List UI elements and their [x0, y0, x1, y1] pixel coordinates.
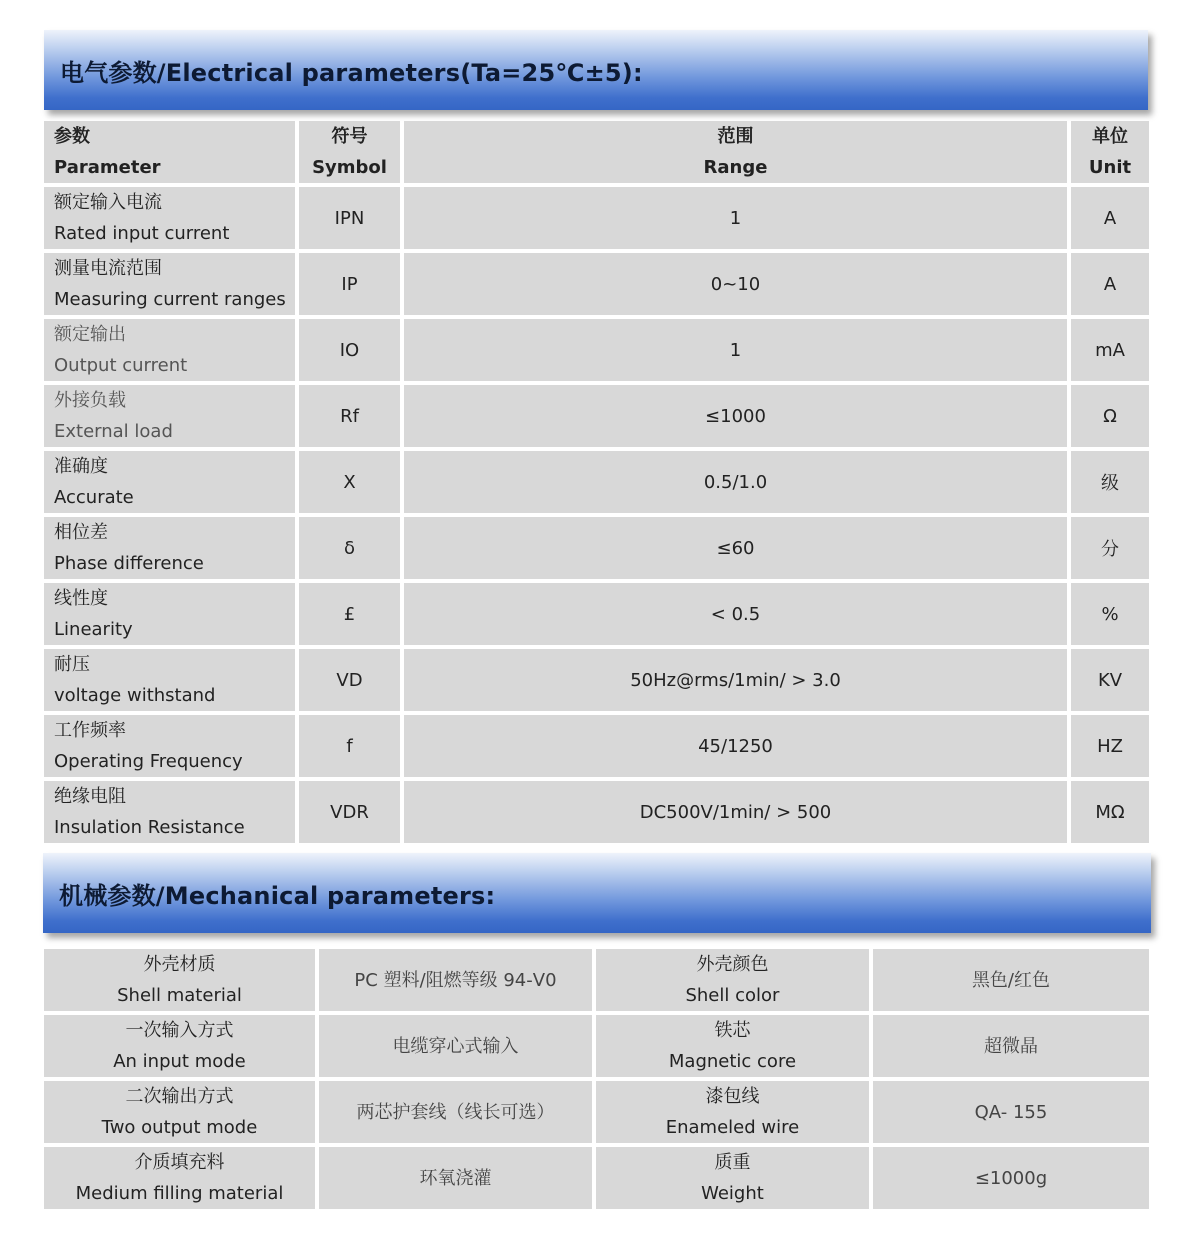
range-cell: 1 — [404, 187, 1067, 249]
param-name-zh: 耐压 — [54, 654, 90, 675]
mechanical-parameters-table — [40, 945, 1153, 1213]
param-name-en: Phase difference — [54, 553, 204, 574]
mech-value-cell: ≤1000g — [873, 1147, 1149, 1209]
mech-key-cell — [596, 1015, 869, 1077]
unit-cell: 分 — [1071, 517, 1149, 579]
symbol-cell: VD — [299, 649, 400, 711]
symbol-cell: IO — [299, 319, 400, 381]
param-name-zh: 线性度 — [54, 588, 108, 609]
param-name-zh: 额定输出 — [54, 324, 126, 345]
symbol-cell: δ — [299, 517, 400, 579]
mech-key-en: Weight — [701, 1183, 764, 1204]
mech-key-zh: 漆包线 — [705, 1086, 760, 1107]
mech-key-en: Enameled wire — [665, 1117, 800, 1138]
header-symbol-en: Symbol — [312, 157, 387, 178]
param-name-zh: 外接负载 — [54, 390, 126, 411]
header-range-zh: 范围 — [717, 126, 754, 147]
param-name-en: Operating Frequency — [54, 751, 243, 772]
range-cell: 50Hz@rms/1min/ > 3.0 — [404, 649, 1067, 711]
table-row — [44, 451, 1149, 513]
mech-key-cell — [44, 1015, 315, 1077]
param-name-zh: 绝缘电阻 — [54, 786, 126, 807]
mech-key-zh: 一次输入方式 — [125, 1020, 234, 1041]
mech-key-cell — [596, 949, 869, 1011]
unit-cell: 级 — [1071, 451, 1149, 513]
param-name-zh: 准确度 — [54, 456, 108, 477]
param-cell — [44, 649, 295, 711]
symbol-cell: X — [299, 451, 400, 513]
param-name-en: Insulation Resistance — [54, 817, 245, 838]
unit-cell: Ω — [1071, 385, 1149, 447]
header-parameter — [44, 121, 295, 183]
table-row — [44, 781, 1149, 843]
table-row — [44, 715, 1149, 777]
param-name-zh: 相位差 — [54, 522, 108, 543]
param-cell — [44, 385, 295, 447]
header-range — [404, 121, 1067, 183]
header-symbol-zh: 符号 — [331, 126, 368, 147]
param-name-en: Accurate — [54, 487, 134, 508]
param-name-zh: 额定输入电流 — [54, 192, 162, 213]
mech-key-cell — [596, 1081, 869, 1143]
param-name-en: Linearity — [54, 619, 133, 640]
mech-key-en: Shell color — [685, 985, 780, 1006]
table-row — [44, 949, 1149, 1011]
mechanical-section-banner — [43, 853, 1151, 933]
mech-value-cell: PC 塑料/阻燃等级 94-V0 — [319, 949, 592, 1011]
param-name-en: Measuring current ranges — [54, 289, 286, 310]
mech-value-cell: 环氧浇灌 — [319, 1147, 592, 1209]
unit-cell: KV — [1071, 649, 1149, 711]
range-cell: 0~10 — [404, 253, 1067, 315]
param-cell — [44, 781, 295, 843]
unit-cell: % — [1071, 583, 1149, 645]
unit-cell: A — [1071, 253, 1149, 315]
mech-key-zh: 质重 — [714, 1152, 751, 1173]
param-name-zh: 工作频率 — [54, 720, 126, 741]
mech-key-zh: 外壳颜色 — [696, 954, 769, 975]
param-cell — [44, 451, 295, 513]
symbol-cell: £ — [299, 583, 400, 645]
symbol-cell: Rf — [299, 385, 400, 447]
symbol-cell: f — [299, 715, 400, 777]
mech-value-cell: 黑色/红色 — [873, 949, 1149, 1011]
mech-value-cell: 电缆穿心式输入 — [319, 1015, 592, 1077]
electrical-parameters-table — [40, 117, 1153, 847]
param-cell — [44, 319, 295, 381]
header-parameter-zh: 参数 — [54, 126, 90, 147]
table-row — [44, 583, 1149, 645]
param-name-en: Rated input current — [54, 223, 230, 244]
header-range-en: Range — [703, 157, 768, 178]
electrical-section-banner — [44, 30, 1148, 110]
range-cell: < 0.5 — [404, 583, 1067, 645]
mech-key-cell — [596, 1147, 869, 1209]
range-cell: ≤1000 — [404, 385, 1067, 447]
unit-cell: HZ — [1071, 715, 1149, 777]
electrical-section-title: 电气参数/Electrical parameters(Ta=25℃±5): — [60, 58, 643, 87]
range-cell: 1 — [404, 319, 1067, 381]
param-cell — [44, 517, 295, 579]
table-row — [44, 517, 1149, 579]
range-cell: 45/1250 — [404, 715, 1067, 777]
header-unit — [1071, 121, 1149, 183]
mech-value-cell: 两芯护套线（线长可选） — [319, 1081, 592, 1143]
param-cell — [44, 187, 295, 249]
table-row — [44, 319, 1149, 381]
param-cell — [44, 253, 295, 315]
range-cell: DC500V/1min/ > 500 — [404, 781, 1067, 843]
range-cell: ≤60 — [404, 517, 1067, 579]
mech-key-en: Shell material — [117, 985, 242, 1006]
mechanical-section-title: 机械参数/Mechanical parameters: — [59, 881, 496, 910]
table-row — [44, 1081, 1149, 1143]
symbol-cell: VDR — [299, 781, 400, 843]
symbol-cell: IPN — [299, 187, 400, 249]
mech-key-zh: 二次输出方式 — [125, 1086, 234, 1107]
table-row — [44, 187, 1149, 249]
param-name-en: External load — [54, 421, 173, 442]
table-row — [44, 253, 1149, 315]
mech-value-cell: 超微晶 — [873, 1015, 1149, 1077]
table-header-row — [44, 121, 1149, 183]
mech-key-cell — [44, 949, 315, 1011]
mech-key-en: Two output mode — [101, 1117, 258, 1138]
symbol-cell: IP — [299, 253, 400, 315]
mech-key-zh: 外壳材质 — [143, 954, 216, 975]
mech-key-en: An input mode — [113, 1051, 246, 1072]
unit-cell: mA — [1071, 319, 1149, 381]
range-cell: 0.5/1.0 — [404, 451, 1067, 513]
param-name-en: Output current — [54, 355, 188, 376]
mech-key-zh: 介质填充料 — [134, 1152, 225, 1173]
header-parameter-en: Parameter — [54, 157, 161, 178]
param-name-en: voltage withstand — [54, 685, 216, 706]
mech-key-zh: 铁芯 — [714, 1020, 751, 1041]
param-name-zh: 测量电流范围 — [54, 258, 162, 279]
unit-cell: A — [1071, 187, 1149, 249]
header-unit-zh: 单位 — [1092, 126, 1128, 147]
mech-key-cell — [44, 1081, 315, 1143]
mech-key-en: Medium filling material — [75, 1183, 284, 1204]
mech-value-cell: QA- 155 — [873, 1081, 1149, 1143]
table-row — [44, 1147, 1149, 1209]
param-cell — [44, 583, 295, 645]
table-row — [44, 385, 1149, 447]
mech-key-cell — [44, 1147, 315, 1209]
table-row — [44, 1015, 1149, 1077]
unit-cell: MΩ — [1071, 781, 1149, 843]
mech-key-en: Magnetic core — [668, 1051, 797, 1072]
header-unit-en: Unit — [1088, 157, 1132, 178]
param-cell — [44, 715, 295, 777]
header-symbol — [299, 121, 400, 183]
table-row — [44, 649, 1149, 711]
